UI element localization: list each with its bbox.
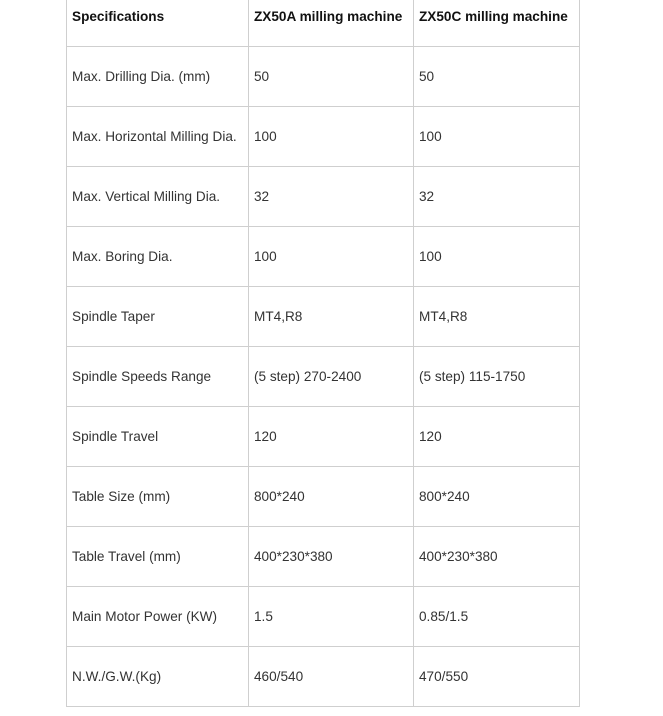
zx50c-value-cell: 32: [414, 167, 580, 227]
zx50c-value-cell: 50: [414, 47, 580, 107]
zx50c-value-cell: 100: [414, 227, 580, 287]
table-row: [67, 587, 580, 647]
zx50a-value-cell: 50: [249, 47, 414, 107]
header-cell-specifications: Specifications: [67, 0, 249, 47]
zx50a-value-cell: 1.5: [249, 587, 414, 647]
spec-label-cell: N.W./G.W.(Kg): [67, 647, 249, 707]
spec-label-cell: Max. Vertical Milling Dia.: [67, 167, 249, 227]
table-row: [67, 407, 580, 467]
table-row: [67, 287, 580, 347]
spec-label-cell: Spindle Speeds Range: [67, 347, 249, 407]
table-row: [67, 647, 580, 707]
spec-label-cell: Table Size (mm): [67, 467, 249, 527]
spec-label-cell: Table Travel (mm): [67, 527, 249, 587]
spec-label-cell: Max. Drilling Dia. (mm): [67, 47, 249, 107]
zx50a-value-cell: 460/540: [249, 647, 414, 707]
zx50c-value-cell: 800*240: [414, 467, 580, 527]
zx50a-value-cell: 400*230*380: [249, 527, 414, 587]
zx50a-value-cell: MT4,R8: [249, 287, 414, 347]
zx50c-value-cell: 100: [414, 107, 580, 167]
zx50c-value-cell: MT4,R8: [414, 287, 580, 347]
table-row: [67, 467, 580, 527]
zx50c-value-cell: 0.85/1.5: [414, 587, 580, 647]
table-row: [67, 47, 580, 107]
spec-label-cell: Spindle Taper: [67, 287, 249, 347]
zx50c-value-cell: (5 step) 115-1750: [414, 347, 580, 407]
zx50a-value-cell: 100: [249, 107, 414, 167]
table-row: [67, 107, 580, 167]
zx50a-value-cell: 800*240: [249, 467, 414, 527]
table-row: [67, 167, 580, 227]
table-header-row: [67, 0, 580, 47]
spec-label-cell: Main Motor Power (KW): [67, 587, 249, 647]
zx50a-value-cell: 120: [249, 407, 414, 467]
zx50a-value-cell: 32: [249, 167, 414, 227]
zx50c-value-cell: 120: [414, 407, 580, 467]
zx50a-value-cell: 100: [249, 227, 414, 287]
spec-label-cell: Max. Horizontal Milling Dia.: [67, 107, 249, 167]
zx50c-value-cell: 400*230*380: [414, 527, 580, 587]
table-row: [67, 527, 580, 587]
table-row: [67, 347, 580, 407]
table-row: [67, 227, 580, 287]
specifications-table: [66, 0, 580, 707]
zx50c-value-cell: 470/550: [414, 647, 580, 707]
spec-label-cell: Spindle Travel: [67, 407, 249, 467]
spec-label-cell: Max. Boring Dia.: [67, 227, 249, 287]
header-cell-zx50c: ZX50C milling machine: [414, 0, 580, 47]
header-cell-zx50a: ZX50A milling machine: [249, 0, 414, 47]
zx50a-value-cell: (5 step) 270-2400: [249, 347, 414, 407]
